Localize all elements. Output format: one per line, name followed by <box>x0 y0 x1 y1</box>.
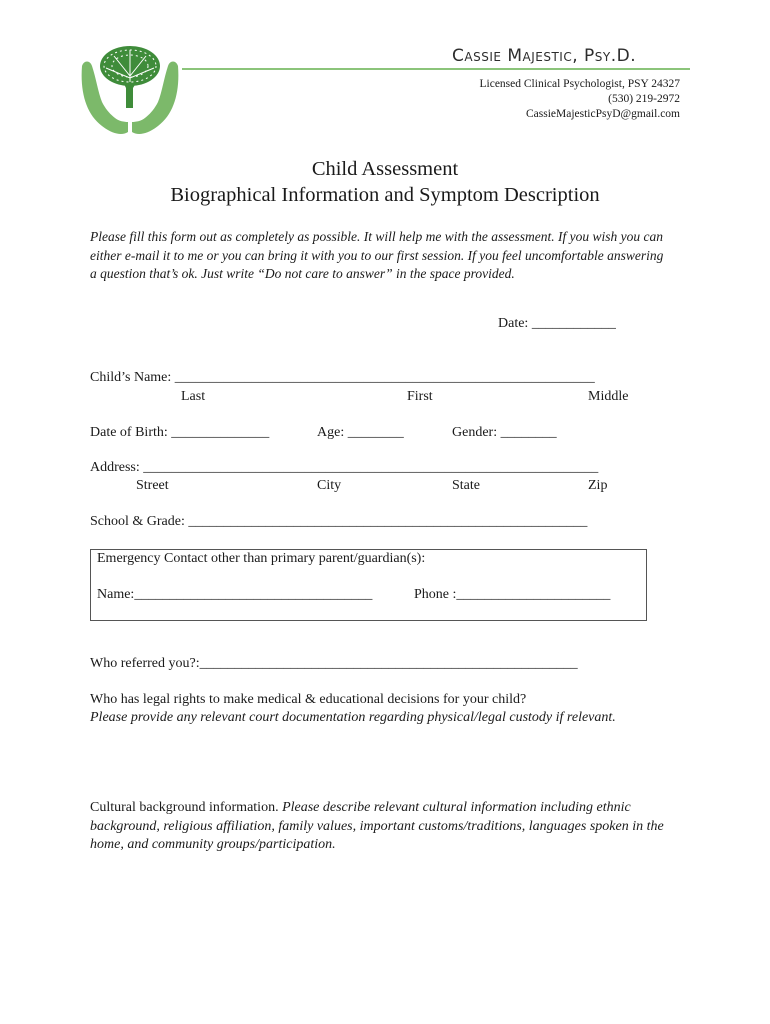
intro-paragraph: Please fill this form out as completely as possible. It will help me with the assessment. If you wish you can either e-mail it to me or you can bring it with you to our first session. If you feel uncomfortable answering a question that’s ok. Just write “Do not care to answer” in the space provided. <box>90 229 664 281</box>
street-label: Street <box>136 478 169 493</box>
state-label: State <box>452 478 480 493</box>
cultural-label: Cultural background information. <box>90 800 279 815</box>
practitioner-name: Cassie Majestic, Psy.D. <box>452 46 637 66</box>
tree-hands-logo-icon <box>78 42 182 140</box>
dob-field[interactable]: Date of Birth: ______________ <box>90 425 270 440</box>
emergency-phone-field[interactable]: Phone :______________________ <box>414 587 611 602</box>
date-field[interactable]: Date: ____________ <box>498 316 616 331</box>
address-field[interactable]: Address: _________________________________________________________________ <box>90 460 599 475</box>
school-grade-field[interactable]: School & Grade: _________________________________________________________ <box>90 514 588 529</box>
cultural-note: Please describe relevant cultural information including ethnic background, religious affiliation, family values, important customs/traditions, languages spoken in the home, and community groups/participation. <box>90 800 664 852</box>
header-divider <box>182 68 690 70</box>
form-subtitle: Biographical Information and Symptom Description <box>170 184 600 206</box>
last-name-label: Last <box>181 389 206 404</box>
first-name-label: First <box>407 389 433 404</box>
child-name-field[interactable]: Child’s Name: ____________________________________________________________ <box>90 370 595 385</box>
gender-field[interactable]: Gender: ________ <box>452 425 557 440</box>
city-label: City <box>317 478 342 493</box>
middle-name-label: Middle <box>588 389 629 404</box>
cultural-background-paragraph <box>90 799 690 855</box>
email-text[interactable]: CassieMajesticPsyD@gmail.com <box>525 108 680 120</box>
zip-label: Zip <box>588 478 608 493</box>
legal-rights-note: Please provide any relevant court documentation regarding physical/legal custody if relevant. <box>90 710 616 725</box>
legal-rights-question: Who has legal rights to make medical & educational decisions for your child? <box>90 692 527 707</box>
age-field[interactable]: Age: ________ <box>317 425 404 440</box>
referred-field[interactable]: Who referred you?:______________________________________________________ <box>90 656 578 671</box>
form-title: Child Assessment <box>311 158 459 180</box>
phone-text: (530) 219-2972 <box>608 93 680 105</box>
license-text: Licensed Clinical Psychologist, PSY 24327 <box>479 78 680 90</box>
emergency-contact-heading: Emergency Contact other than primary parent/guardian(s): <box>97 551 426 566</box>
emergency-name-field[interactable]: Name:__________________________________ <box>97 587 373 602</box>
